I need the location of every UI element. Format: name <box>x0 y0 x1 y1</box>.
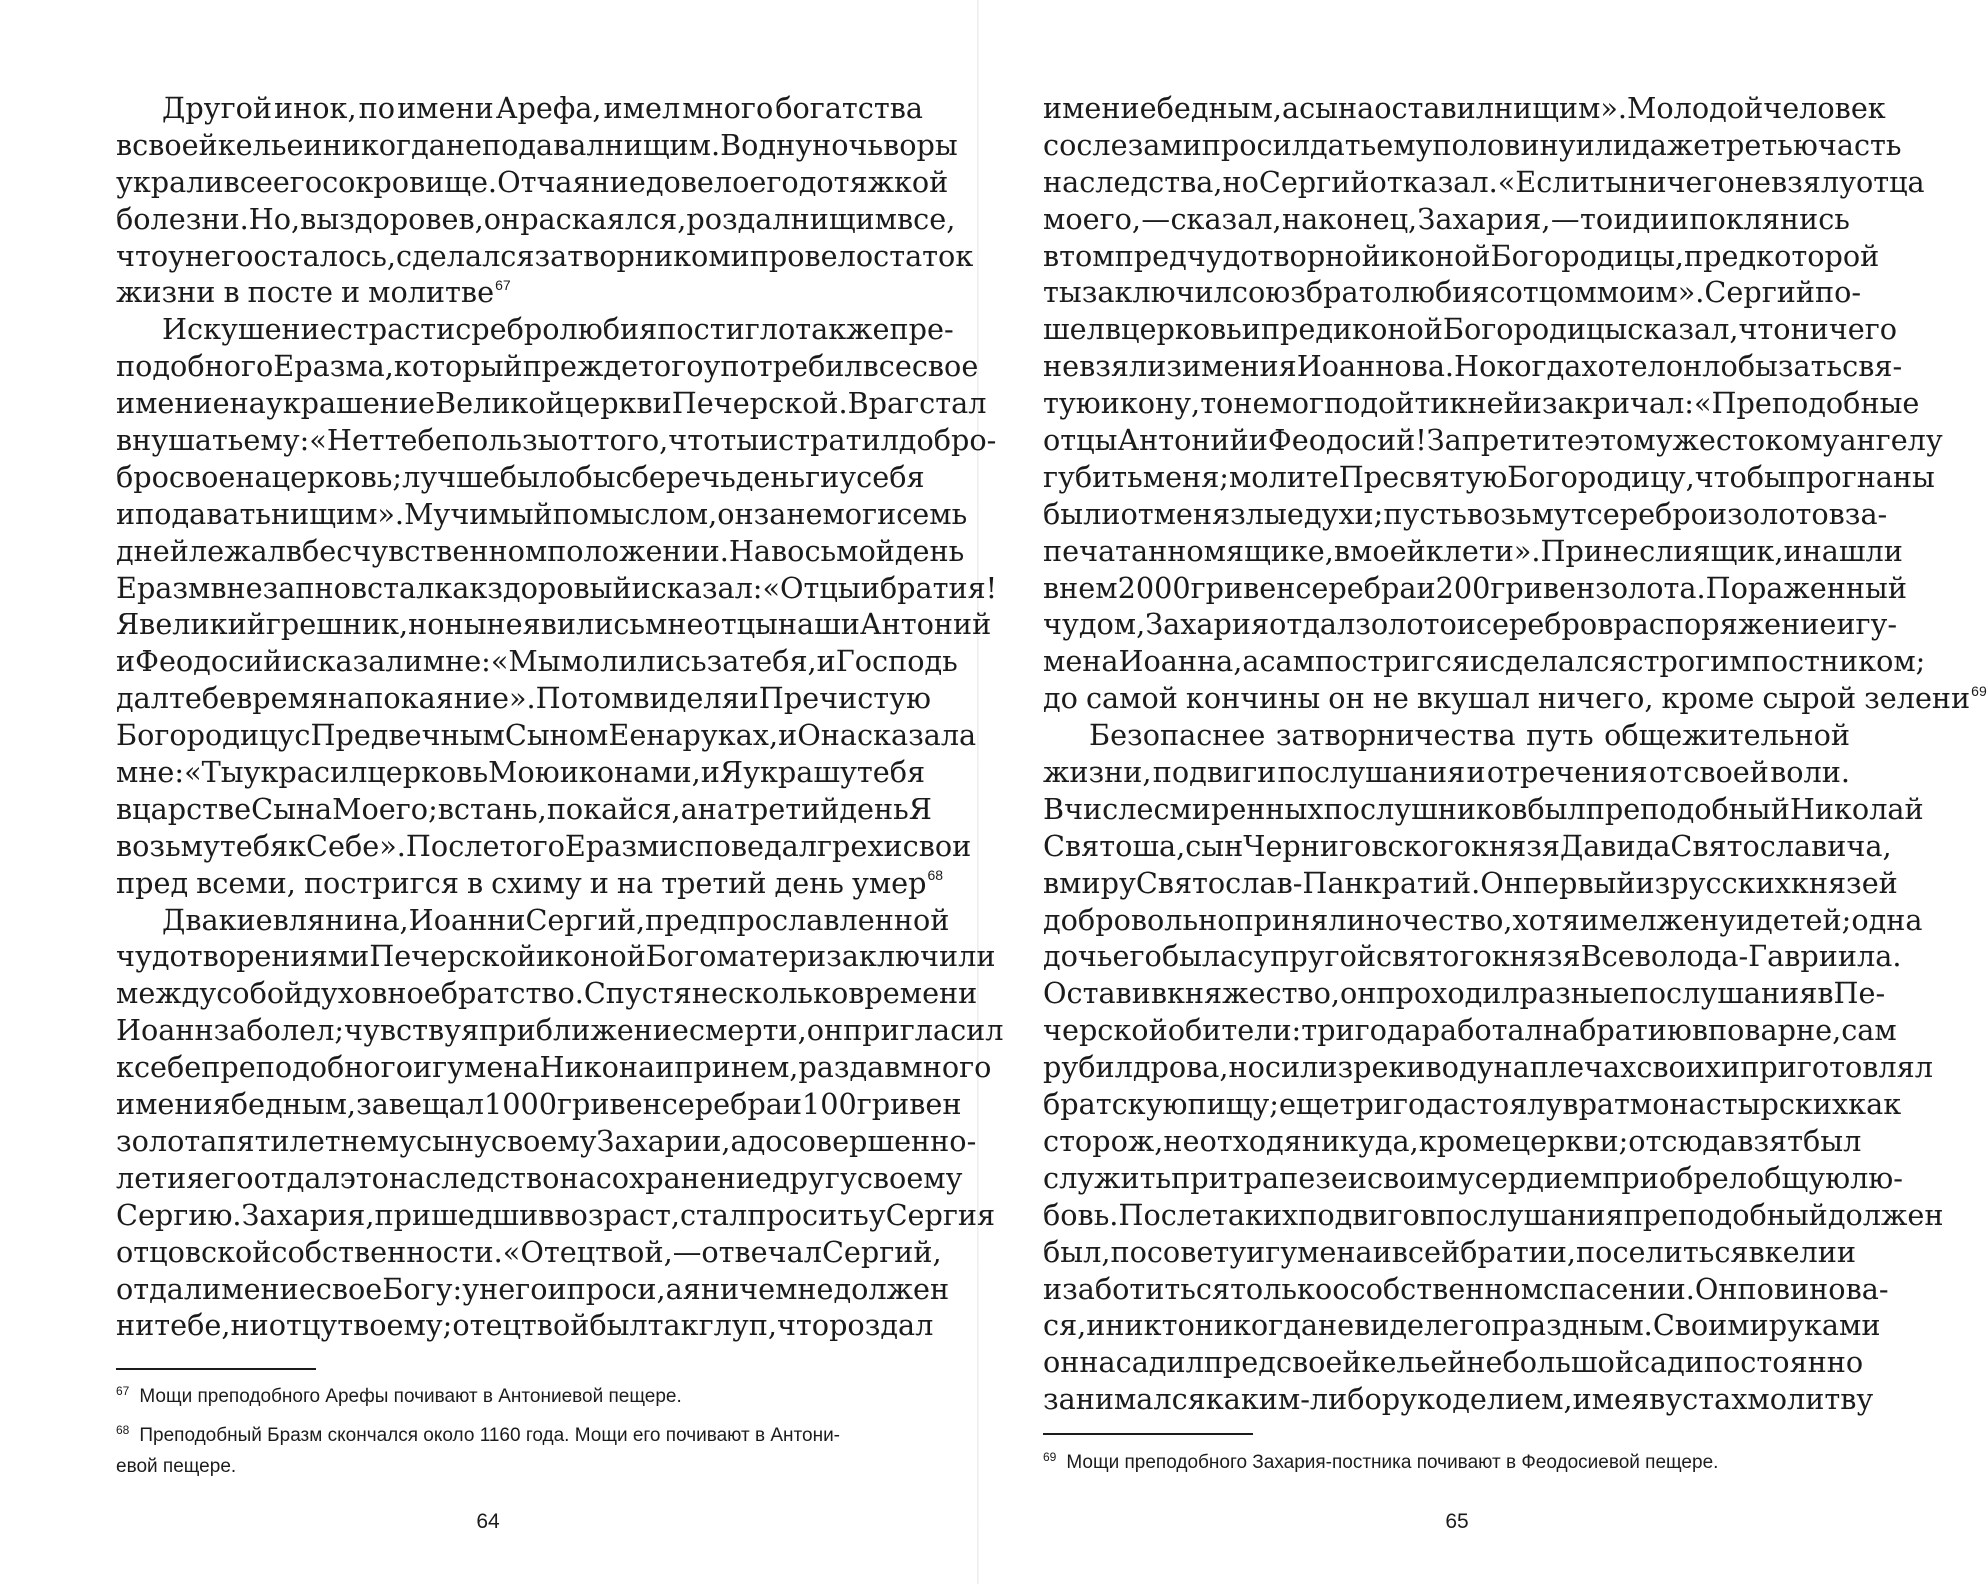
text-line: отцы Антоний и Феодосий! Запретите этому жестокому ангелу <box>1043 423 1943 458</box>
text-line: братскую пищу; еще три года стоял у врат монастырских как <box>1043 1087 1902 1122</box>
text-line: дней лежал в бесчувственном положении. На восьмой день <box>116 533 965 568</box>
text-line: В числе смиренных послушников был преподобный Николай <box>1043 791 1924 826</box>
text-line: до самой кончины он не вкушал ничего, кроме сырой зелени$^{69}$ <box>1043 681 1987 716</box>
text-line: подобного Еразма, который прежде того употребил все свое <box>116 349 979 384</box>
text-line: имение на украшение Великой церкви Печерской. Враг стал <box>116 386 987 421</box>
text-line: жизни, подвиги послушания и отречения от своей воли. <box>1043 755 1850 790</box>
text-line: бро свое на церковь; лучше было бы сберечь деньги у себя <box>116 459 925 494</box>
text-line: бовь. После таких подвигов послушания преподобный должен <box>1043 1197 1944 1232</box>
text-line: золота пятилетнему сыну своему Захарии, а до совершенно- <box>116 1123 977 1158</box>
text-line: Сергию. Захария, пришедши в возраст, стал просить у Сергия <box>116 1197 996 1232</box>
right-page <box>979 0 1987 1584</box>
text-line: болезни. Но, выздоровев, он раскаялся, роздал нищим все, <box>116 201 956 236</box>
footnote-reference: 68 <box>927 867 944 884</box>
text-line: тую икону, то не мог подойти к ней и закричал: «Преподобные <box>1043 386 1920 421</box>
footnote-reference: 69 <box>1971 682 1987 699</box>
text-line: чудотворениями Печерской иконой Богоматери заключили <box>116 939 996 974</box>
text-line: дал тебе время на покаяние». Потом видел я и Пречистую <box>116 681 932 716</box>
text-line: печатанном ящике, в моей клети». Принесли ящик, и нашли <box>1043 533 1903 568</box>
text-line: имение бедным, а сына оставил нищим». Молодой человек <box>1043 91 1886 125</box>
text-line: Богородицу с Предвечным Сыном Ее на руках, и Она сказала <box>116 718 977 753</box>
right-footnote-rule <box>1043 1433 1253 1435</box>
text-line: мена Иоанна, а сам постригся и сделался строгим постником; <box>1043 644 1926 679</box>
text-line: был, по совету игумена и всей братии, поселиться в келии <box>1043 1234 1857 1269</box>
text-line: отдал имение свое Богу: у него и проси, а я ничем не должен <box>116 1271 950 1306</box>
right-page-body-text <box>1043 90 1987 1418</box>
footnote-text: евой пещере. <box>116 1456 237 1477</box>
footnote <box>116 1382 926 1413</box>
text-line: губить меня; молите Пресвятую Богородицу, чтобы прогнаны <box>1043 459 1935 494</box>
footnote-number: 69 <box>1043 1450 1057 1464</box>
footnote <box>1043 1448 1883 1479</box>
footnote-number: 67 <box>116 1384 130 1398</box>
footnote-text: Мощи преподобного Захария-постника почивают в Феодосиевой пещере. <box>1066 1452 1719 1473</box>
footnote-text: Мощи преподобного Арефы почивают в Антониевой пещере. <box>139 1386 682 1407</box>
text-line: он насадил пред своей кельей небольшой сад и постоянно <box>1043 1345 1864 1380</box>
text-line: в царстве Сына Моего; встань, покайся, а на третий день Я <box>116 791 932 826</box>
text-line: между собой духовное братство. Спустя несколько времени <box>116 976 978 1011</box>
text-line: и Феодосий и сказали мне: «Мы молились за тебя, и Господь <box>116 644 958 679</box>
text-line: Другой инок, по имени Арефа, имел много богатства <box>162 91 923 125</box>
text-line: в своей келье и никогда не подавал нищим. В одну ночь воры <box>116 127 958 162</box>
footnote <box>116 1421 926 1481</box>
text-line: чудом, Захария отдал золото и серебро в распоряжение игу- <box>1043 607 1898 642</box>
right-page-number: 65 <box>1445 1510 1469 1533</box>
text-line: Иоанн заболел; чувствуя приближение смерти, он пригласил <box>116 1013 1004 1048</box>
left-page-number: 64 <box>476 1510 500 1533</box>
footnote-number: 68 <box>116 1423 130 1437</box>
text-line: сторож, не отходя никуда, кроме церкви; отсюда взят был <box>1043 1123 1862 1158</box>
text-line: летия его отдал это наследство на сохранение другу своему <box>116 1160 963 1195</box>
text-line: Святоша, сын Черниговского князя Давида Святославича, <box>1043 828 1892 863</box>
text-line: Искушение страсти сребролюбия постигло также пре- <box>162 312 954 347</box>
text-line: ни тебе, ни отцу твоему; отец твой был так глуп, что роздал <box>116 1308 934 1343</box>
text-line: украли все его сокровище. Отчаяние довело его до тяжкой <box>116 164 949 199</box>
text-line: и заботиться только о собственном спасении. Он повинова- <box>1043 1271 1889 1306</box>
text-line: шел в церковь и пред иконой Богородицы сказал, что ничего <box>1043 312 1898 347</box>
text-line: добровольно принял иночество, хотя имел жену и детей; одна <box>1043 902 1923 937</box>
text-line: что у него осталось, сделался затворником и провел остаток <box>116 238 974 273</box>
text-line: пред всеми, постригся в схиму и на третий день умер$^{68}$ <box>116 865 944 900</box>
text-line: рубил дрова, носил из реки воду на плечах своих и приготовлял <box>1043 1050 1933 1085</box>
text-line: наследства, но Сергий отказал. «Если ты ничего не взял у отца <box>1043 164 1925 199</box>
text-line: занимался каким-либо рукоделием, имея в устах молитву <box>1043 1382 1874 1417</box>
text-line: служить при трапезе и своим усердием приобрел общую лю- <box>1043 1160 1903 1195</box>
text-line: мне: «Ты украсил церковь Мою иконами, и Я украшу тебя <box>116 755 926 790</box>
text-line: Безопаснее затворничества путь общежительной <box>1089 718 1850 753</box>
text-line: в нем 2000 гривен серебра и 200 гривен золота. Пораженный <box>1043 570 1907 605</box>
left-page-body-text <box>116 90 1004 1344</box>
text-line: Еразм внезапно встал как здоровый и сказал: «Отцы и братия! <box>116 570 998 605</box>
text-line: внушать ему: «Нет тебе пользы оттого, что ты истратил добро- <box>116 423 997 458</box>
text-line: со слезами просил дать ему половину или даже третью часть <box>1043 127 1902 162</box>
text-line: ты заключил союз братолюбия с отцом моим». Сергий по- <box>1043 275 1862 310</box>
text-line: имения бедным, завещал 1000 гривен серебра и 100 гривен <box>116 1087 962 1122</box>
text-line: и подавать нищим». Мучимый помыслом, он занемог и семь <box>116 496 968 531</box>
text-line: Два киевлянина, Иоанн и Сергий, пред прославленной <box>162 902 950 937</box>
text-line: Оставив княжество, он проходил разные послушания в Пе- <box>1043 976 1886 1011</box>
text-line: ся, и никто никогда не видел его праздным. Своими руками <box>1043 1308 1881 1343</box>
footnote-reference: 67 <box>495 276 511 293</box>
right-page-footnotes <box>1043 1448 1883 1487</box>
left-page-footnotes <box>116 1382 926 1489</box>
footnote-text: Преподобный Бразм скончался около 1160 года. Мощи его почивают в Антони- <box>139 1425 841 1446</box>
text-line: дочь его была супругой святого князя Всеволода-Гавриила. <box>1043 939 1902 974</box>
left-footnote-rule <box>116 1368 316 1370</box>
text-line: в миру Святослав-Панкратий. Он первый из русских князей <box>1043 865 1898 900</box>
text-line: Я великий грешник, но ныне явились мне отцы наши Антоний <box>116 607 992 642</box>
text-line: были от меня злые духи; пусть возьмут серебро и золото в за- <box>1043 496 1888 531</box>
text-line: моего, — сказал, наконец, Захария, — то иди и поклянись <box>1043 201 1850 236</box>
text-line: жизни в посте и молитве$^{67}$ <box>116 275 511 310</box>
text-line: в том пред чудотворной иконой Богородицы, пред которой <box>1043 238 1880 273</box>
text-line: черской обители: три года работал на братию в поварне, сам <box>1043 1013 1897 1048</box>
text-line: к себе преподобного игумена Никона и при нем, раздав много <box>116 1050 992 1085</box>
text-line: возьму тебя к Себе». После того Еразм исповедал грехи свои <box>116 828 972 863</box>
text-line: отцовской собственности. «Отец твой, — отвечал Сергий, <box>116 1234 942 1269</box>
text-line: не взял из имения Иоаннова. Но когда хотел он лобызать свя- <box>1043 349 1903 384</box>
